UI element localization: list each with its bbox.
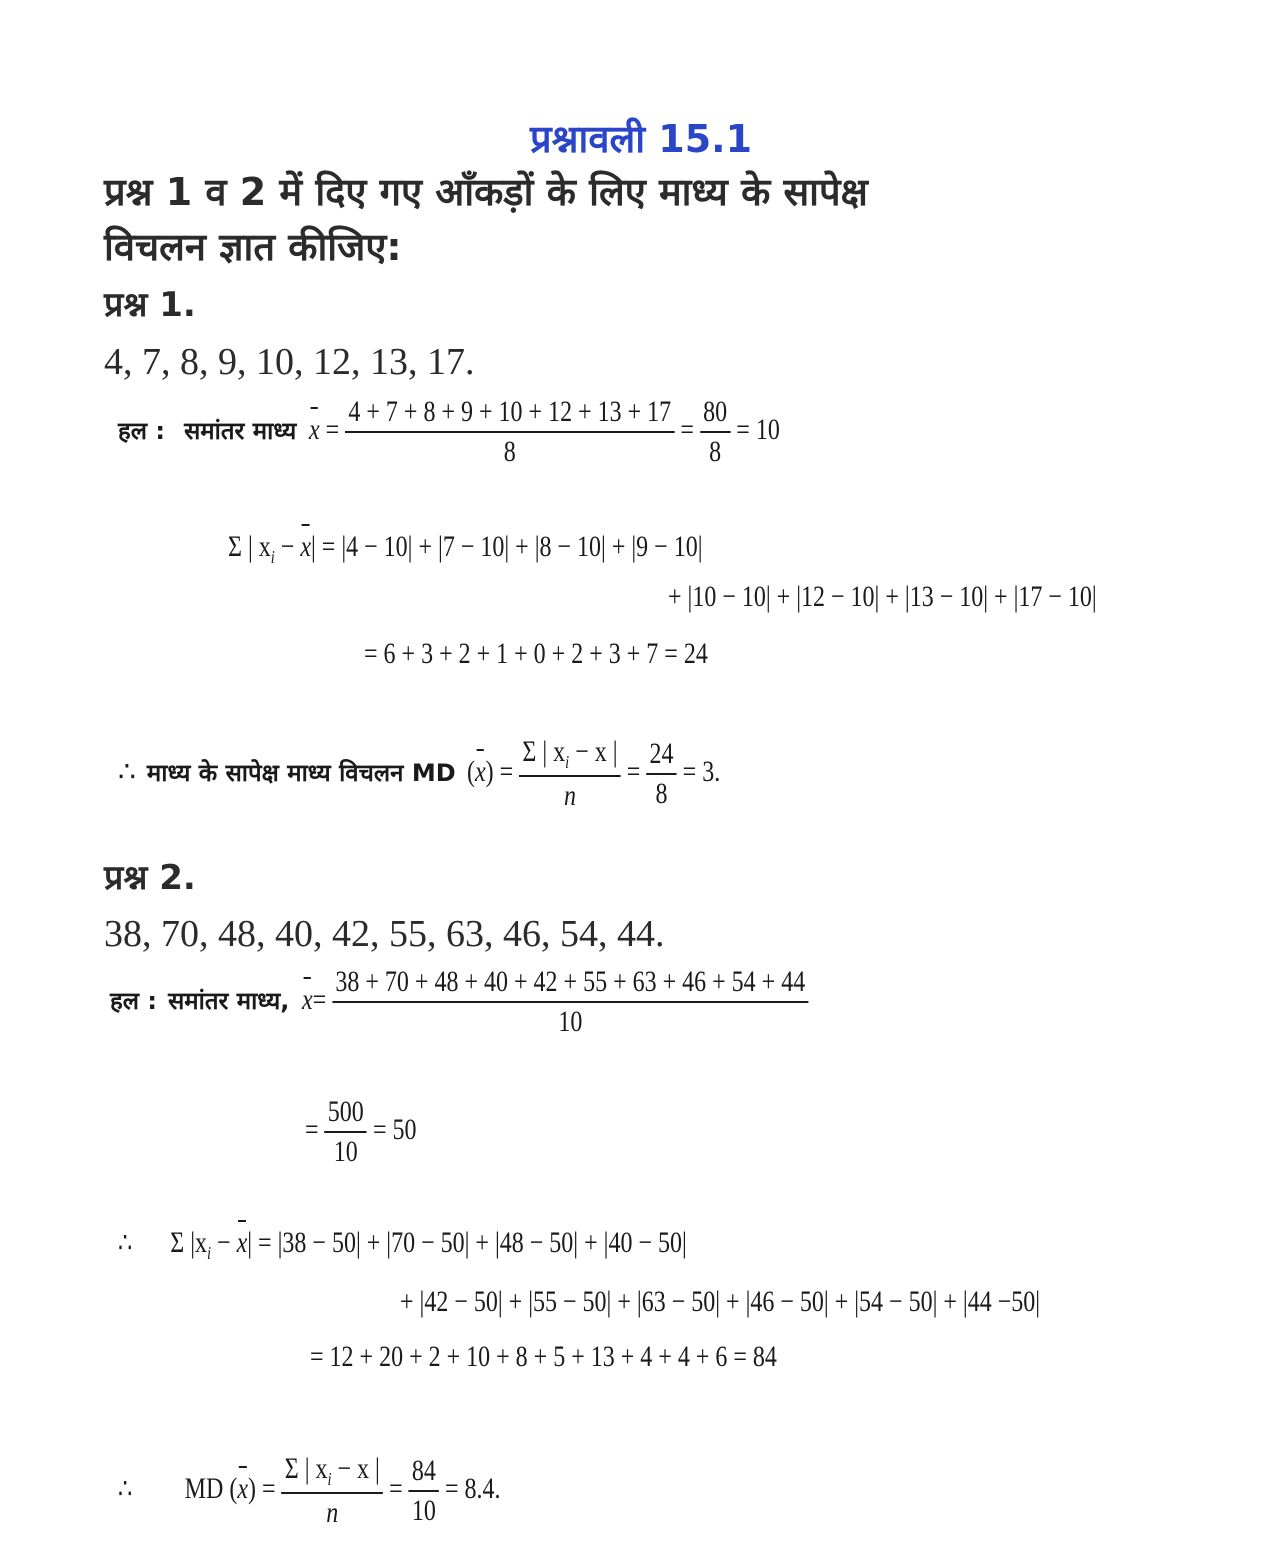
q2-mean-deviation: ∴ MD (x) = $\frac{\Sigma | x_i - x |}{n}$ = $\frac{84}{10}$ = 8.4. bbox=[118, 1452, 501, 1529]
q1-md-denominator: n bbox=[563, 779, 576, 812]
q1-solution-prefix: हल : bbox=[118, 416, 165, 445]
q1-equals: = bbox=[325, 412, 340, 446]
q2-md-label: MD bbox=[184, 1471, 224, 1505]
q1-mean-symbol: x bbox=[309, 412, 320, 446]
q2-mean-denominator: 10 bbox=[558, 1005, 583, 1038]
q1-dev-terms-1: |4 − 10| + |7 − 10| + |8 − 10| + |9 − 10| bbox=[341, 530, 703, 563]
q1-mean-deviation: ∴ माध्य के सापेक्ष माध्य विचलन MD (x) = $\frac{\Sigma | x_i - x |}{n}$ = $\frac{24}{8}$ = 3. bbox=[118, 735, 720, 812]
q1-dev-subscript: i bbox=[270, 547, 275, 567]
page-title: प्रश्नावली 15.1 bbox=[530, 117, 753, 161]
q1-deviation-line-2: + |10 − 10| + |12 − 10| + |13 − 10| + |17 − 10| bbox=[668, 580, 1097, 613]
therefore-symbol: ∴ bbox=[118, 754, 136, 788]
q2-md-value-numerator: 84 bbox=[409, 1454, 439, 1492]
q1-md-value-numerator: 24 bbox=[646, 737, 676, 775]
q1-dev-lhs: Σ | x bbox=[228, 530, 271, 563]
q2-dev-terms-1: |38 − 50| + |70 − 50| + |48 − 50| + |40 − 50| bbox=[277, 1226, 687, 1259]
q1-mean-label: समांतर माध्य bbox=[184, 416, 297, 445]
question-1-label: प्रश्न 1. bbox=[104, 285, 196, 325]
q2-mean-label: समांतर माध्य, bbox=[168, 986, 290, 1015]
q2-deviation-line-1: ∴ Σ $|x_i - x| = |38 - 50| + |70 - 50| + |48 - 50| + |40 - 50|$ bbox=[118, 1226, 687, 1263]
q2-mean-value: = $\frac{500}{10}$ = 50 bbox=[305, 1095, 417, 1168]
q2-md-result: = 8.4. bbox=[445, 1471, 501, 1505]
q2-mean-equation: हल : समांतर माध्य, x= $\frac{38 + 70 + 48 + 40 + 42 + 55 + 63 + 46 + 54 + 44}{10}$ bbox=[110, 965, 935, 1039]
question-1-data: 4, 7, 8, 9, 10, 12, 13, 17. bbox=[104, 341, 475, 383]
q2-sum-numerator: 500 bbox=[325, 1095, 367, 1133]
q2-solution-prefix: हल : bbox=[110, 986, 157, 1015]
q1-md-value-denominator: 8 bbox=[655, 777, 668, 810]
question-2-data: 38, 70, 48, 40, 42, 55, 63, 46, 54, 44. bbox=[104, 913, 665, 955]
q1-mean-equation: हल : समांतर माध्य x = $\frac{4 + 7 + 8 + 9 + 10 + 12 + 13 + 17}{8}$ = $\frac{80}{8}$ = 10 bbox=[118, 395, 781, 468]
q1-md-result: = 3. bbox=[682, 754, 720, 788]
instruction-line-2: विचलन ज्ञात कीजिए: bbox=[104, 225, 402, 269]
q2-mean-numerator: 38 + 70 + 48 + 40 + 42 + 55 + 63 + 46 + 54 + 44 bbox=[333, 965, 809, 1003]
q1-sum-numerator: 80 bbox=[700, 395, 730, 433]
q1-mean-numerator: 4 + 7 + 8 + 9 + 10 + 12 + 13 + 17 bbox=[346, 395, 675, 433]
q2-sum-denominator: 10 bbox=[333, 1135, 358, 1168]
q1-deviation-line-3: = 6 + 3 + 2 + 1 + 0 + 2 + 3 + 7 = 24 bbox=[364, 637, 708, 670]
q2-mean-result: = 50 bbox=[372, 1112, 417, 1146]
q1-md-label: माध्य के सापेक्ष माध्य विचलन MD bbox=[146, 758, 456, 787]
q1-mean-denominator: 8 bbox=[504, 435, 517, 468]
question-2-label: प्रश्न 2. bbox=[104, 858, 196, 898]
q1-sum-denominator: 8 bbox=[709, 435, 722, 468]
q2-deviation-line-2: + |42 − 50| + |55 − 50| + |63 − 50| + |46 − 50| + |54 − 50| + |44 −50| bbox=[400, 1285, 1041, 1318]
instruction-line-1: प्रश्न 1 व 2 में दिए गए आँकड़ों के लिए माध्य के सापेक्ष bbox=[104, 170, 868, 214]
q2-deviation-line-3: = 12 + 20 + 2 + 10 + 8 + 5 + 13 + 4 + 4 + 6 = 84 bbox=[310, 1340, 777, 1373]
q1-deviation-line-1: Σ | $x_i - x| = |4 - 10| + |7 - 10| + |8 - 10| + |9 - 10|$ bbox=[228, 530, 703, 567]
q1-mean-result: = 10 bbox=[736, 412, 781, 446]
q2-md-value-denominator: 10 bbox=[411, 1494, 436, 1527]
